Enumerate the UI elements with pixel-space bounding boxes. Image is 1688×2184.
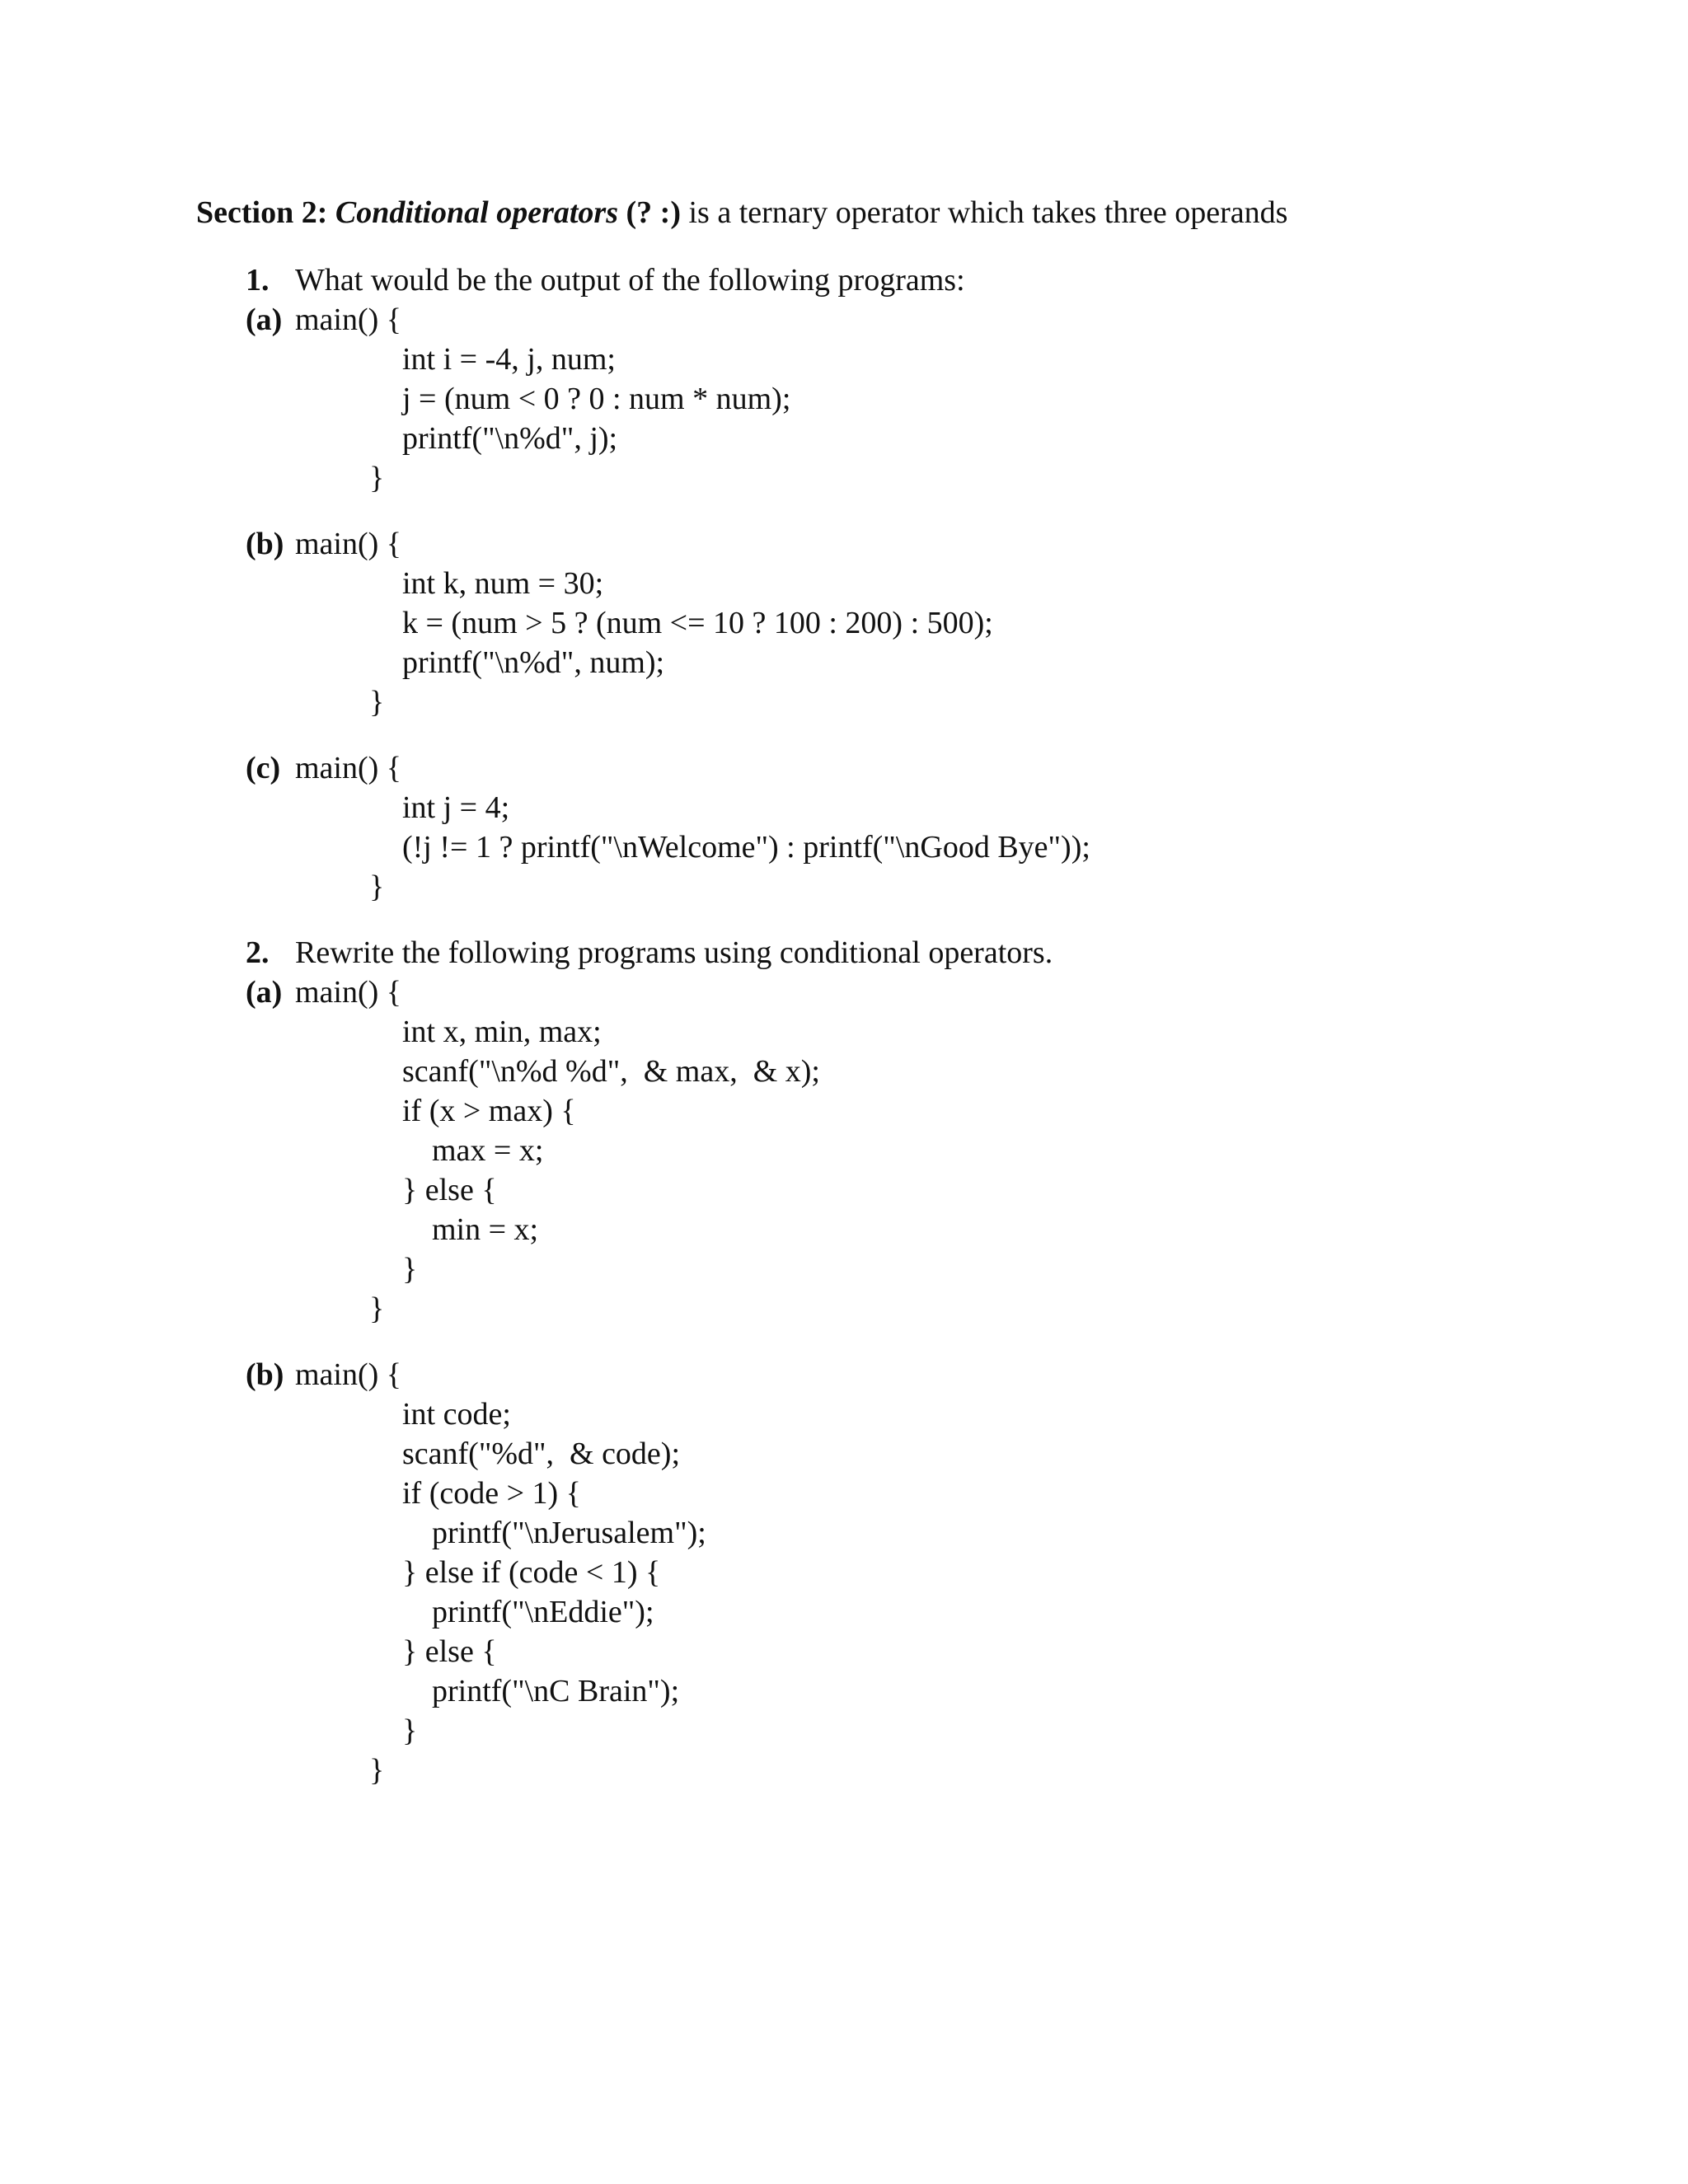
code-close: } — [369, 1291, 385, 1326]
q1c-header — [246, 748, 401, 788]
code-line: } — [402, 1713, 418, 1748]
q2b-header — [246, 1355, 401, 1394]
question-prompt: What would be the output of the following programs: — [295, 263, 965, 298]
part-label: (b) — [246, 1357, 284, 1392]
code-line: printf("\nC Brain"); — [432, 1674, 680, 1708]
section-description: is a ternary operator which takes three operands — [688, 195, 1288, 230]
q1a-header — [246, 300, 401, 340]
code-line: } else { — [402, 1173, 497, 1207]
q1b-header — [246, 524, 401, 564]
code-open: main() { — [295, 302, 402, 337]
code-line: printf("\n%d", j); — [402, 421, 618, 456]
code-close: } — [369, 1753, 385, 1788]
q2a-header — [246, 972, 401, 1012]
code-line: if (x > max) { — [402, 1094, 576, 1128]
code-open: main() { — [295, 975, 402, 1010]
code-line: int j = 4; — [402, 790, 510, 825]
section-title: Conditional operators — [335, 195, 619, 230]
code-line: } else if (code < 1) { — [402, 1555, 661, 1590]
section-label: Section 2: — [196, 195, 328, 230]
question-number: 1. — [246, 263, 270, 298]
part-label: (a) — [246, 975, 283, 1010]
code-line: if (code > 1) { — [402, 1476, 581, 1511]
code-line: int i = -4, j, num; — [402, 342, 616, 377]
code-line: int code; — [402, 1397, 511, 1432]
question-prompt: Rewrite the following programs using conditional operators. — [295, 935, 1053, 970]
code-open: main() { — [295, 1357, 402, 1392]
code-line: } else { — [402, 1634, 497, 1669]
code-line: max = x; — [432, 1133, 544, 1168]
code-line: scanf("\n%d %d", & max, & x); — [402, 1054, 820, 1089]
code-open: main() { — [295, 527, 402, 561]
part-label: (a) — [246, 302, 283, 337]
section-heading — [196, 193, 1287, 232]
part-label: (b) — [246, 527, 284, 561]
code-line: min = x; — [432, 1212, 539, 1247]
code-line: printf("\n%d", num); — [402, 645, 665, 680]
code-close: } — [369, 869, 385, 904]
question-2 — [246, 933, 1053, 972]
code-line: } — [402, 1252, 418, 1286]
code-close: } — [369, 461, 385, 495]
code-line: printf("\nJerusalem"); — [432, 1516, 706, 1550]
code-close: } — [369, 685, 385, 719]
code-line: (!j != 1 ? printf("\nWelcome") : printf("\nGood Bye")); — [402, 830, 1090, 865]
code-line: printf("\nEddie"); — [432, 1595, 654, 1629]
code-line: int x, min, max; — [402, 1015, 602, 1049]
question-1 — [246, 260, 965, 300]
section-operator: (? :) — [626, 195, 681, 230]
code-line: j = (num < 0 ? 0 : num * num); — [402, 382, 791, 416]
question-number: 2. — [246, 935, 270, 970]
code-line: scanf("%d", & code); — [402, 1436, 681, 1471]
code-line: k = (num > 5 ? (num <= 10 ? 100 : 200) : 500); — [402, 606, 993, 640]
part-label: (c) — [246, 751, 281, 785]
code-open: main() { — [295, 751, 402, 785]
code-line: int k, num = 30; — [402, 566, 604, 601]
